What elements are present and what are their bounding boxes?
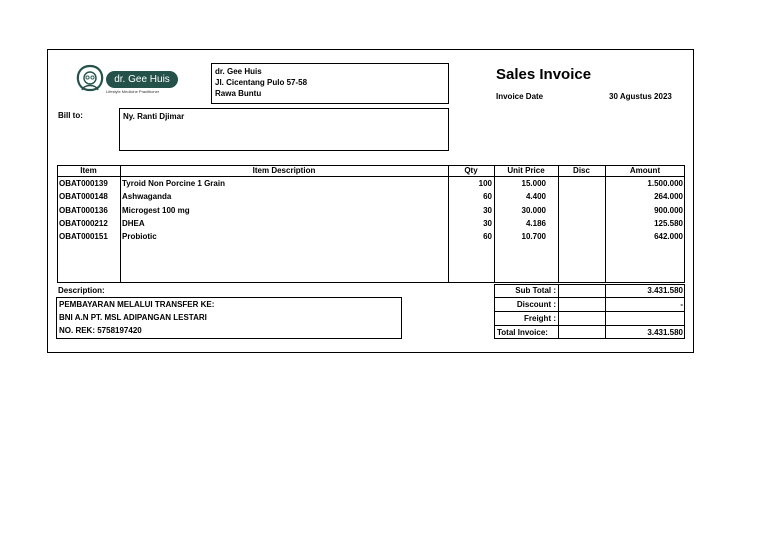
invoice-sheet (47, 49, 694, 353)
totals-divider (494, 325, 685, 326)
bill-to-name: Ny. Ranti Djimar (123, 112, 185, 121)
cell-unit-price: 30.000 (521, 206, 546, 215)
address-line-2: Jl. Cicentang Pulo 57-58 (215, 78, 308, 87)
cell-qty: 60 (483, 192, 492, 201)
cell-desc: Probiotic (122, 232, 157, 241)
total-invoice-label: Total Invoice: (497, 328, 548, 337)
cell-qty: 30 (483, 219, 492, 228)
cell-unit-price: 10.700 (521, 232, 546, 241)
header-item: Item (80, 166, 97, 175)
description-box (56, 297, 402, 339)
header-disc: Disc (573, 166, 590, 175)
cell-item: OBAT000212 (59, 219, 108, 228)
logo-tagline: Lifestyle Medicine Practitioner (106, 89, 160, 94)
invoice-date-label: Invoice Date (496, 92, 544, 101)
description-line-1: PEMBAYARAN MELALUI TRANSFER KE: (59, 300, 215, 309)
totals-divider (494, 297, 685, 298)
cell-amount: 1.500.000 (647, 179, 683, 188)
description-line-2: BNI A.N PT. MSL ADIPANGAN LESTARI (59, 313, 207, 322)
cell-amount: 264.000 (654, 192, 683, 201)
company-address-box (211, 63, 449, 104)
cell-unit-price: 15.000 (521, 179, 546, 188)
bill-to-label: Bill to: (58, 111, 83, 120)
cell-amount: 642.000 (654, 232, 683, 241)
cell-item: OBAT000139 (59, 179, 108, 188)
logo-text: dr. Gee Huis (114, 74, 170, 85)
header-description: Item Description (252, 166, 316, 175)
subtotal-label: Sub Total : (515, 286, 556, 295)
cell-qty: 30 (483, 206, 492, 215)
total-invoice-value: 3.431.580 (647, 328, 683, 337)
discount-label: Discount : (516, 300, 556, 309)
bill-to-box (119, 108, 449, 151)
address-line-1: dr. Gee Huis (215, 67, 262, 76)
cell-unit-price: 4.400 (525, 192, 546, 201)
cell-desc: Ashwaganda (122, 192, 172, 201)
cell-desc: Tyroid Non Porcine 1 Grain (122, 179, 225, 188)
cell-item: OBAT000136 (59, 206, 108, 215)
description-line-3: NO. REK: 5758197420 (59, 326, 142, 335)
col-divider (120, 165, 121, 283)
totals-divider (494, 311, 685, 312)
col-divider (558, 165, 559, 283)
cell-amount: 900.000 (654, 206, 683, 215)
logo-pill (106, 71, 178, 88)
cell-qty: 60 (483, 232, 492, 241)
description-label: Description: (58, 286, 105, 295)
subtotal-value: 3.431.580 (647, 286, 683, 295)
cell-desc: Microgest 100 mg (122, 206, 190, 215)
cell-unit-price: 4.186 (525, 219, 546, 228)
header-amount: Amount (629, 166, 661, 175)
header-qty: Qty (464, 166, 478, 175)
discount-value: - (680, 300, 683, 309)
cell-item: OBAT000151 (59, 232, 108, 241)
cell-item: OBAT000148 (59, 192, 108, 201)
invoice-date-value: 30 Agustus 2023 (609, 92, 672, 101)
freight-label: Freight : (524, 314, 556, 323)
cell-desc: DHEA (122, 219, 145, 228)
address-line-3: Rawa Buntu (215, 89, 262, 98)
invoice-title: Sales Invoice (496, 66, 592, 83)
cell-qty: 100 (478, 179, 492, 188)
doctor-avatar-icon (74, 64, 106, 92)
cell-amount: 125.580 (654, 219, 683, 228)
header-unit-price: Unit Price (507, 166, 545, 175)
